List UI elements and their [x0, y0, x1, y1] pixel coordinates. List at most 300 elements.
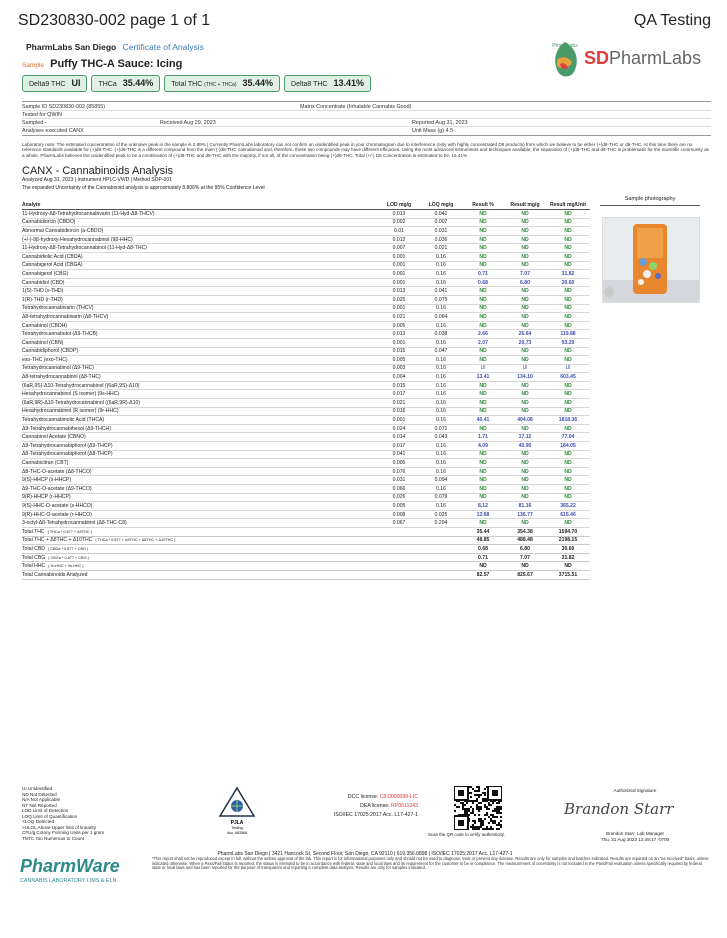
- result-mgunit-cell: ND: [546, 235, 590, 244]
- loq-cell: 0.075: [420, 295, 462, 304]
- analyte-cell: Δ8-tetrahydrocannabivarin (Δ8-THCV): [22, 313, 378, 322]
- pjla-accreditation-icon: [216, 786, 258, 836]
- table-row: [22, 493, 590, 502]
- lod-cell: 0.031: [378, 476, 420, 485]
- analyte-cell: Cannabidiol (CBD): [22, 278, 378, 287]
- result-mgg-cell: 17.12: [504, 433, 546, 442]
- analyte-cell: 3-octyl-Δ8-Tetrahydrocannabinol (Δ8-THC-C8): [22, 519, 378, 528]
- analyte-cell: Hexahydrocannabinol (R isomer) (9r-HHC): [22, 407, 378, 416]
- qr-module: [474, 828, 476, 830]
- qr-module: [478, 790, 480, 792]
- total-label-cell: [22, 553, 462, 562]
- loq-cell: 0.021: [420, 244, 462, 253]
- qr-module: [476, 826, 478, 828]
- qr-module: [472, 808, 474, 810]
- result-pct-cell: 8.12: [462, 502, 504, 511]
- badge-value: Ul: [71, 78, 81, 88]
- pjla-name: PJLA: [230, 820, 244, 826]
- lod-cell: 0.017: [378, 442, 420, 451]
- pharmware-text: PharmWare: [20, 856, 120, 876]
- loq-cell: 0.16: [420, 485, 462, 494]
- result-mgunit-cell: ND: [546, 381, 590, 390]
- analyte-cell: Cannabidiphorol (CBDP): [22, 347, 378, 356]
- table-row: [22, 210, 590, 219]
- result-mgunit-cell: 615.46: [546, 510, 590, 519]
- table-row: [22, 270, 590, 279]
- lod-cell: 0.001: [378, 270, 420, 279]
- qr-module: [466, 802, 468, 804]
- qr-module: [500, 826, 502, 828]
- sample-photo-label: Sample photography: [600, 196, 700, 206]
- qr-module: [486, 814, 488, 816]
- loq-cell: 0.038: [420, 330, 462, 339]
- qr-module: [472, 824, 474, 826]
- loq-cell: 0.16: [420, 416, 462, 425]
- qr-code-icon[interactable]: [454, 786, 502, 830]
- result-mgunit-cell: 1818.36: [546, 416, 590, 425]
- lod-cell: 0.005: [378, 502, 420, 511]
- lod-cell: 0.015: [378, 347, 420, 356]
- total-value-cell: ND: [546, 562, 590, 571]
- qr-module: [476, 794, 478, 796]
- qr-module: [482, 828, 484, 830]
- total-label: Total CBG: [22, 554, 46, 561]
- qr-module: [488, 804, 490, 806]
- result-mgg-cell: ND: [504, 295, 546, 304]
- result-pct-cell: ND: [462, 450, 504, 459]
- qr-module: [454, 804, 456, 806]
- qr-module: [498, 810, 500, 812]
- qr-module: [478, 786, 480, 788]
- dea-label: DEA license:: [360, 803, 390, 809]
- qr-module: [460, 802, 462, 804]
- result-mgunit-cell: ND: [546, 227, 590, 236]
- result-mgunit-cell: ND: [546, 450, 590, 459]
- lod-cell: 0.001: [378, 338, 420, 347]
- lod-cell: 0.001: [378, 252, 420, 261]
- analyte-cell: (+/-)-9β-hydroxy-Hexahydrocannabinol (9β-HHC): [22, 235, 378, 244]
- total-value-cell: 0.71: [462, 553, 504, 562]
- result-mgunit-cell: ND: [546, 295, 590, 304]
- qr-module: [492, 820, 494, 822]
- sample-id: Sample ID SD230830-002 (85855): [22, 104, 106, 110]
- lod-cell: 0.076: [378, 467, 420, 476]
- table-row: [22, 235, 590, 244]
- qr-module: [472, 788, 474, 790]
- qr-module: [500, 812, 502, 814]
- qr-module: [458, 806, 460, 808]
- total-value-cell: 6.80: [504, 545, 546, 554]
- qr-module: [496, 806, 498, 808]
- result-mgg-cell: ND: [504, 493, 546, 502]
- total-row: [22, 570, 590, 579]
- qr-module: [484, 794, 486, 796]
- result-mgunit-cell: 603.45: [546, 373, 590, 382]
- result-pct-cell: 4.09: [462, 442, 504, 451]
- legend-item: >ULOL Above Upper limit of linearity: [22, 824, 97, 830]
- total-label-cell: [22, 562, 462, 571]
- divider: [22, 126, 711, 127]
- analyte-cell: Δ9-THC-O-acetate (Δ9-THCO): [22, 485, 378, 494]
- col-loq: LOQ mg/g: [420, 193, 462, 210]
- result-pct-cell: 13.68: [462, 510, 504, 519]
- result-mgg-cell: ND: [504, 227, 546, 236]
- analyte-cell: Tetrahydrocannabivarin (THCV): [22, 304, 378, 313]
- total-value-cell: 1594.70: [546, 527, 590, 536]
- total-value-cell: 0.68: [462, 545, 504, 554]
- result-pct-cell: ND: [462, 304, 504, 313]
- qr-module: [456, 806, 458, 808]
- qr-module: [494, 810, 496, 812]
- result-pct-cell: 2.66: [462, 330, 504, 339]
- result-pct-cell: ND: [462, 235, 504, 244]
- result-mgunit-cell: ND: [546, 459, 590, 468]
- result-pct-cell: 1.71: [462, 433, 504, 442]
- qr-module: [476, 786, 478, 788]
- tested-for: Tested for QWIN: [22, 112, 62, 118]
- lod-cell: 0.008: [378, 510, 420, 519]
- qr-module: [482, 822, 484, 824]
- loq-cell: 0.16: [420, 459, 462, 468]
- qr-module: [464, 810, 466, 812]
- loq-cell: 0.16: [420, 390, 462, 399]
- result-mgg-cell: ND: [504, 304, 546, 313]
- sdpharmlabs-leaf-icon: [548, 38, 582, 80]
- result-pct-cell: ND: [462, 519, 504, 528]
- result-mgunit-cell: ND: [546, 287, 590, 296]
- table-row: [22, 313, 590, 322]
- qr-module: [480, 826, 482, 828]
- total-value-cell: 35.44: [462, 527, 504, 536]
- qr-module: [486, 828, 488, 830]
- laboratory-note: Laboratory note: The estimated concentration of the unknown peak in the sample is 2.89% | Currently PharmLabs laboratory can not confirm an unidentified peak in your chromatogram due to interference (only with highly concentrated D8 products) from which we believe to be either (+)d8-THC or d9-THC. At this time there are no reference standards available for (+)d8-THC. (+)d8-THC is a different compound from the main (-)d8-THC cannabinoid and, therefore, these two compounds may have different efficacies. Using the most advanced instruments and techniques available, the separation of (+)d8-THC and d9-THC is problematic for the scientific community as a whole. PharmLabs believes the unidentified peak to be a combination of (+)d8-THC and d9-THC with the majority, if not all, of the concentration being (+)d8-THC. Total (+/-) D8 Concentration is estimated to be: 15.41%: [22, 142, 709, 158]
- legend-item: LOQ Limit of Quantification: [22, 813, 78, 819]
- result-mgg-cell: ND: [504, 321, 546, 330]
- table-row: [22, 390, 590, 399]
- result-mgg-cell: ND: [504, 235, 546, 244]
- badge-sub: (THC + THCa): [204, 82, 237, 88]
- badge-label: Delta9 THC: [29, 81, 66, 88]
- qr-module: [470, 806, 472, 808]
- qr-module: [490, 804, 492, 806]
- canx-subtitle: Analyzed Aug 31, 2023 | Instrument HPLC-VWD | Method SOP-001: [22, 177, 172, 183]
- result-mgunit-cell: ND: [546, 356, 590, 365]
- badge-total-thc: [164, 75, 280, 92]
- analyte-cell: Hexahydrocannabinol (S isomer) (9s-HHC): [22, 390, 378, 399]
- qr-module: [492, 816, 494, 818]
- analyte-cell: Cannabinol (CBDH): [22, 321, 378, 330]
- qr-module: [476, 806, 478, 808]
- total-label-cell: [22, 545, 462, 554]
- table-row: [22, 381, 590, 390]
- sample-name: Puffy THC-A Sauce: Icing: [50, 58, 183, 70]
- result-mgunit-cell: ND: [546, 304, 590, 313]
- lab-name-text: PharmLabs San Diego: [26, 42, 117, 52]
- qr-module: [480, 806, 482, 808]
- loq-cell: 0.043: [420, 433, 462, 442]
- qr-module: [486, 806, 488, 808]
- result-mgunit-cell: 77.04: [546, 433, 590, 442]
- dcc-value: C8-0000098-LIC: [379, 794, 418, 800]
- result-pct-cell: ND: [462, 399, 504, 408]
- loq-cell: 0.16: [420, 278, 462, 287]
- analyte-cell: (6aR,9S)-Δ10-Tetrahydrocannabinol ((6aR,9S)-Δ10): [22, 381, 378, 390]
- qr-module: [474, 814, 476, 816]
- qr-finder-center: [458, 820, 464, 826]
- qr-module: [478, 820, 480, 822]
- badge-value: 35.44%: [122, 78, 154, 88]
- result-pct-cell: ND: [462, 476, 504, 485]
- qr-module: [472, 826, 474, 828]
- qr-module: [500, 820, 502, 822]
- loq-cell: 0.16: [420, 338, 462, 347]
- loq-cell: 0.064: [420, 313, 462, 322]
- table-row: [22, 356, 590, 365]
- total-value-cell: 488.48: [504, 536, 546, 545]
- table-row: [22, 338, 590, 347]
- sdpharmlabs-logo: [584, 48, 701, 69]
- loq-cell: 0.036: [420, 235, 462, 244]
- result-mgg-cell: 134.10: [504, 373, 546, 382]
- lod-cell: 0.015: [378, 381, 420, 390]
- total-value-cell: 48.85: [462, 536, 504, 545]
- qr-module: [484, 792, 486, 794]
- qr-finder-center: [492, 790, 498, 796]
- analyte-cell: 11-Hydroxy-Δ8-Tetrahydrocannabinol (11-Hyd-Δ8-THC): [22, 244, 378, 253]
- logo-small-text: PharmLabs: [552, 43, 578, 49]
- qr-module: [500, 816, 502, 818]
- qr-module: [474, 790, 476, 792]
- divider: [22, 101, 711, 102]
- result-pct-cell: ND: [462, 321, 504, 330]
- result-mgg-cell: ND: [504, 261, 546, 270]
- qr-module: [478, 828, 480, 830]
- result-mgg-cell: ND: [504, 467, 546, 476]
- qr-module: [470, 796, 472, 798]
- qr-module: [480, 824, 482, 826]
- disclaimer: *This report shall not be reproduced except in full, without the written approval of the lab. This report is for informational purposes only and should not be used to diagnose, treat or prevent any disease. Results are only for samples and batches indicated. Results are reported on an "as received" basis, unless indicated otherwise. When a Pass/Fail status is reported, the status is intended to be in accordance with federal, state and local laws and its requirement for the customer to be in compliance. The measurement of uncertainty is not included in the Pass/Fail evaluation unless specifically required by federal, state or local laws and has been reported for the purpose of transparent and reporting a complete data analysis. Results are only for samples indicated.: [152, 856, 709, 871]
- loq-cell: 0.16: [420, 407, 462, 416]
- total-value-cell: 7.07: [504, 553, 546, 562]
- table-row: [22, 485, 590, 494]
- table-row: [22, 278, 590, 287]
- lod-cell: 0.001: [378, 261, 420, 270]
- table-row: [22, 304, 590, 313]
- divider: [22, 110, 711, 111]
- result-pct-cell: ND: [462, 493, 504, 502]
- qr-module: [482, 798, 484, 800]
- col-result-mgg: Result mg/g: [504, 193, 546, 210]
- analyte-cell: 11-Hydroxy-Δ8-Tetrahydrocannabivarin (11-Hyd-Δ8-THCV): [22, 210, 378, 219]
- loq-cell: 0.16: [420, 252, 462, 261]
- qr-module: [478, 826, 480, 828]
- result-mgunit-cell: ND: [546, 210, 590, 219]
- loq-cell: 0.071: [420, 424, 462, 433]
- qr-module: [488, 802, 490, 804]
- lod-cell: 0.013: [378, 330, 420, 339]
- result-mgunit-cell: ND: [546, 244, 590, 253]
- total-formula: ( CBDa * 0.877 + CBD ): [47, 546, 89, 551]
- qr-module: [472, 810, 474, 812]
- total-formula: ( CBGa * 0.877 + CBG ): [48, 555, 89, 560]
- total-label-cell: [22, 570, 462, 579]
- result-pct-cell: ND: [462, 485, 504, 494]
- qr-caption: Scan the QR code to verify authenticity.: [428, 832, 505, 837]
- qr-module: [472, 802, 474, 804]
- qr-module: [466, 808, 468, 810]
- iso-accreditation: ISO/IEC 17025:2017 Acc. L17-427-1: [333, 812, 418, 818]
- result-mgg-cell: ND: [504, 218, 546, 227]
- result-pct-cell: 0.68: [462, 278, 504, 287]
- loq-cell: 0.16: [420, 261, 462, 270]
- qr-module: [498, 802, 500, 804]
- col-result-mgunit: Result mg/Unit: [546, 193, 590, 210]
- qr-module: [496, 810, 498, 812]
- qr-module: [500, 808, 502, 810]
- qr-module: [468, 810, 470, 812]
- authorized-signature-label: Authorized Signature: [613, 788, 657, 793]
- loq-cell: 0.16: [420, 304, 462, 313]
- total-label-cell: [22, 527, 462, 536]
- analyte-cell: Tetrahydrocannabinolic Acid (THCA): [22, 416, 378, 425]
- qr-module: [496, 802, 498, 804]
- dea-license: [300, 802, 418, 811]
- result-mgg-cell: 81.16: [504, 502, 546, 511]
- loq-cell: 0.025: [420, 510, 462, 519]
- result-mgg-cell: ND: [504, 356, 546, 365]
- analyte-cell: Cannabigerol Acid (CBGA): [22, 261, 378, 270]
- result-mgg-cell: Ul: [504, 364, 546, 373]
- total-label: Total THC: [22, 528, 45, 535]
- dcc-license: [300, 793, 418, 802]
- total-row: [22, 527, 590, 536]
- qr-finder-center: [458, 790, 464, 796]
- qr-module: [478, 788, 480, 790]
- result-pct-cell: ND: [462, 356, 504, 365]
- result-pct-cell: ND: [462, 424, 504, 433]
- analyte-cell: Abnormal Cannabidiorcin (a-CBDO): [22, 227, 378, 236]
- qr-module: [494, 808, 496, 810]
- potency-badges: [22, 75, 371, 92]
- qr-module: [462, 802, 464, 804]
- qr-module: [464, 812, 466, 814]
- qr-module: [486, 808, 488, 810]
- qr-module: [488, 828, 490, 830]
- qr-module: [486, 812, 488, 814]
- qr-module: [484, 804, 486, 806]
- qr-module: [488, 808, 490, 810]
- lab-address: PharmLabs San Diego | 3421 Hancock St, Second Floor, San Diego, CA 92110 | 619.356.0898 | ISO/IEC 17025:2017 Acc. L17-427-1: [217, 851, 513, 857]
- result-mgg-cell: ND: [504, 244, 546, 253]
- lod-cell: 0.001: [378, 416, 420, 425]
- result-mgg-cell: ND: [504, 407, 546, 416]
- table-row: [22, 330, 590, 339]
- loq-cell: 0.041: [420, 210, 462, 219]
- table-row: [22, 424, 590, 433]
- lod-cell: 0.066: [378, 485, 420, 494]
- qr-module: [478, 794, 480, 796]
- lab-name: [26, 42, 204, 52]
- total-formula: ( 9r-HHC + 9s-HHC ): [48, 564, 84, 569]
- result-pct-cell: ND: [462, 210, 504, 219]
- result-mgg-cell: ND: [504, 424, 546, 433]
- qr-module: [478, 810, 480, 812]
- result-pct-cell: ND: [462, 261, 504, 270]
- result-mgunit-cell: ND: [546, 390, 590, 399]
- legend-item: UI Unidentified: [22, 786, 53, 791]
- table-row: [22, 373, 590, 382]
- badge-label: Total THC: [171, 81, 203, 88]
- qr-module: [478, 802, 480, 804]
- qr-module: [498, 812, 500, 814]
- received-date: Received Aug 29, 2023: [160, 120, 216, 126]
- qr-module: [472, 812, 474, 814]
- result-mgg-cell: ND: [504, 399, 546, 408]
- qr-module: [466, 810, 468, 812]
- lod-cell: 0.005: [378, 459, 420, 468]
- qr-module: [470, 792, 472, 794]
- lod-cell: 0.005: [378, 321, 420, 330]
- result-mgg-cell: 7.07: [504, 270, 546, 279]
- result-mgg-cell: ND: [504, 519, 546, 528]
- loq-cell: 0.16: [420, 442, 462, 451]
- result-mgg-cell: ND: [504, 287, 546, 296]
- qr-module: [464, 804, 466, 806]
- canx-title: CANX - Cannabinoids Analysis: [22, 165, 174, 177]
- qr-module: [500, 824, 502, 826]
- table-row: [22, 442, 590, 451]
- result-pct-cell: ND: [462, 244, 504, 253]
- analyte-cell: exo-THC (exo-THC): [22, 356, 378, 365]
- loq-cell: 0.041: [420, 287, 462, 296]
- lod-cell: 0.007: [378, 244, 420, 253]
- qr-module: [476, 808, 478, 810]
- loq-cell: 0.16: [420, 270, 462, 279]
- analyte-cell: Cannabinol Acetate (CBNO): [22, 433, 378, 442]
- analyte-cell: Δ9-Tetrahydrocannabiphorol (Δ9-THCP): [22, 442, 378, 451]
- qr-module: [474, 826, 476, 828]
- total-label: Total THC + Δ8THC + Δ10THC: [22, 537, 93, 544]
- lod-cell: 0.013: [378, 210, 420, 219]
- total-row: [22, 545, 590, 554]
- qr-module: [462, 806, 464, 808]
- result-pct-cell: Ul: [462, 364, 504, 373]
- result-mgunit-cell: ND: [546, 347, 590, 356]
- qr-module: [484, 788, 486, 790]
- badge-value: 35.44%: [242, 78, 274, 88]
- result-mgunit-cell: 93.29: [546, 338, 590, 347]
- table-row: [22, 416, 590, 425]
- qr-module: [482, 800, 484, 802]
- loq-cell: 0.16: [420, 399, 462, 408]
- table-row: [22, 467, 590, 476]
- qr-module: [480, 820, 482, 822]
- total-value-cell: 30.60: [546, 545, 590, 554]
- result-mgg-cell: 6.80: [504, 278, 546, 287]
- total-value-cell: ND: [504, 562, 546, 571]
- signature-image: Brandon Starr: [564, 800, 674, 818]
- analyte-cell: 9(S)-HHCP (s-HHCP): [22, 476, 378, 485]
- qr-module: [492, 814, 494, 816]
- total-formula: ( THCa * 0.877 + Δ9THC ): [47, 529, 92, 534]
- analyte-cell: 9(R)-HHCP (r-HHCP): [22, 493, 378, 502]
- col-analyte: Analyte: [22, 193, 378, 210]
- qr-module: [466, 812, 468, 814]
- table-row: [22, 261, 590, 270]
- total-row: [22, 562, 590, 571]
- lod-cell: 0.026: [378, 493, 420, 502]
- qr-module: [468, 808, 470, 810]
